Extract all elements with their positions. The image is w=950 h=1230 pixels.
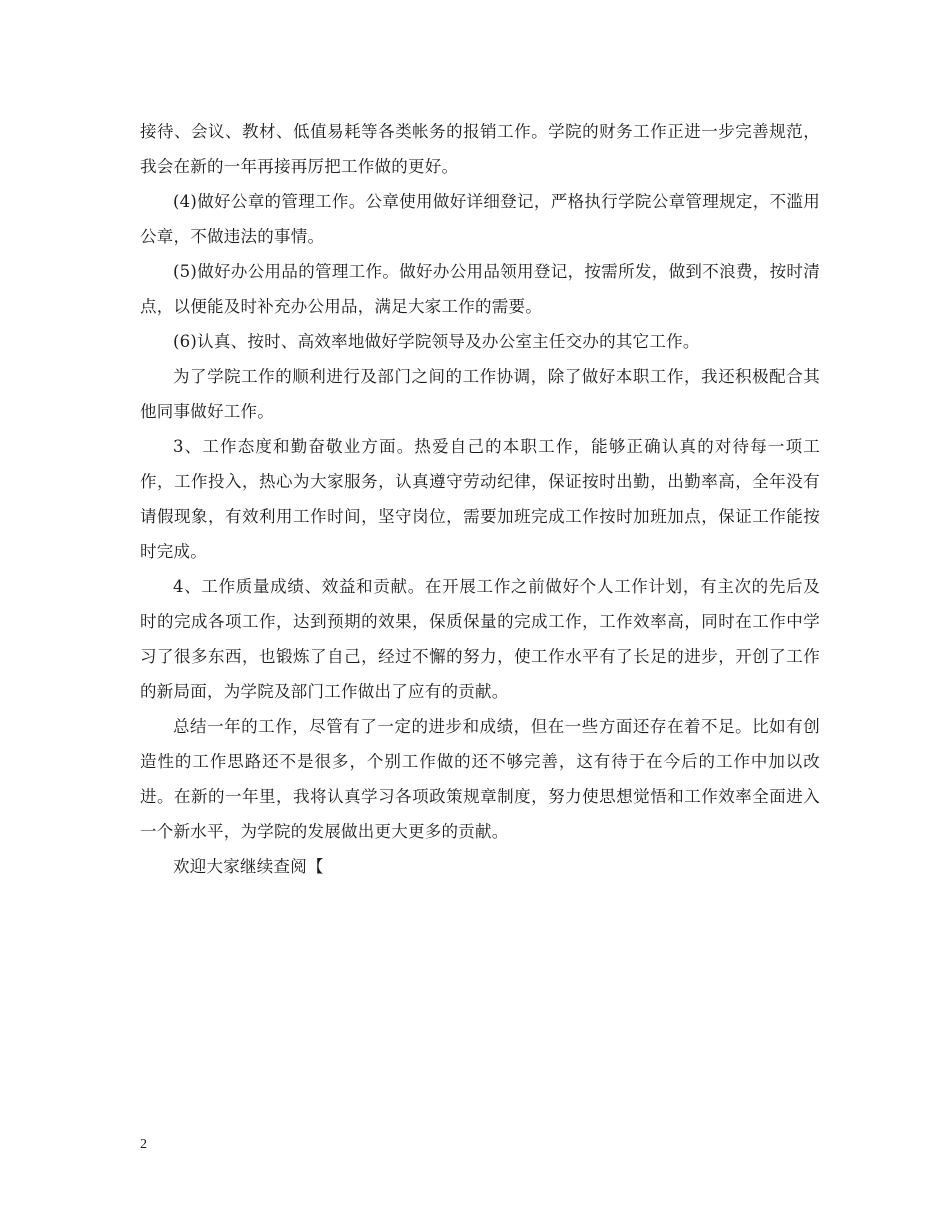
paragraph-work-attitude: 3、工作态度和勤奋敬业方面。热爱自己的本职工作，能够正确认真的对待每一项工作，工作投入，热心为大家服务，认真遵守劳动纪律，保证按时出勤，出勤率高，全年没有请假现象，有效利用工作时间，坚守岗位，需要加班完成工作按时加班加点，保证工作能按时完成。 (140, 437, 820, 561)
paragraph-work-quality: 4、工作质量成绩、效益和贡献。在开展工作之前做好个人工作计划，有主次的先后及时的完成各项工作，达到预期的效果，保质保量的完成工作，工作效率高，同时在工作中学习了很多东西，也锻炼了自己，经过不懈的努力，使工作水平有了长足的进步，开创了工作的新局面，为学院及部门工作做出了应有的贡献。 (140, 577, 820, 701)
paragraph-cooperation: 为了学院工作的顺利进行及部门之间的工作协调，除了做好本职工作，我还积极配合其他同事做好工作。 (140, 367, 820, 421)
page-number: 2 (140, 1137, 147, 1152)
paragraph-continuation: 接待、会议、教材、低值易耗等各类帐务的报销工作。学院的财务工作正进一步完善规范，我会在新的一年再接再厉把工作做的更好。 (140, 122, 820, 176)
document-body (140, 114, 820, 884)
paragraph-assigned-tasks: (6)认真、按时、高效率地做好学院领导及办公室主任交办的其它工作。 (173, 332, 700, 351)
paragraph-summary: 总结一年的工作，尽管有了一定的进步和成绩，但在一些方面还存在着不足。比如有创造性的工作思路还不是很多，个别工作做的还不够完善，这有待于在今后的工作中加以改进。在新的一年里，我将认真学习各项政策规章制度，努力使思想觉悟和工作效率全面进入一个新水平，为学院的发展做出更大更多的贡献。 (140, 717, 820, 841)
paragraph-seal-management: (4)做好公章的管理工作。公章使用做好详细登记，严格执行学院公章管理规定，不滥用公章，不做违法的事情。 (140, 192, 820, 246)
paragraph-closing: 欢迎大家继续查阅【 (173, 857, 324, 876)
paragraph-office-supplies: (5)做好办公用品的管理工作。做好办公用品领用登记，按需所发，做到不浪费，按时清点，以便能及时补充办公用品，满足大家工作的需要。 (140, 262, 820, 316)
